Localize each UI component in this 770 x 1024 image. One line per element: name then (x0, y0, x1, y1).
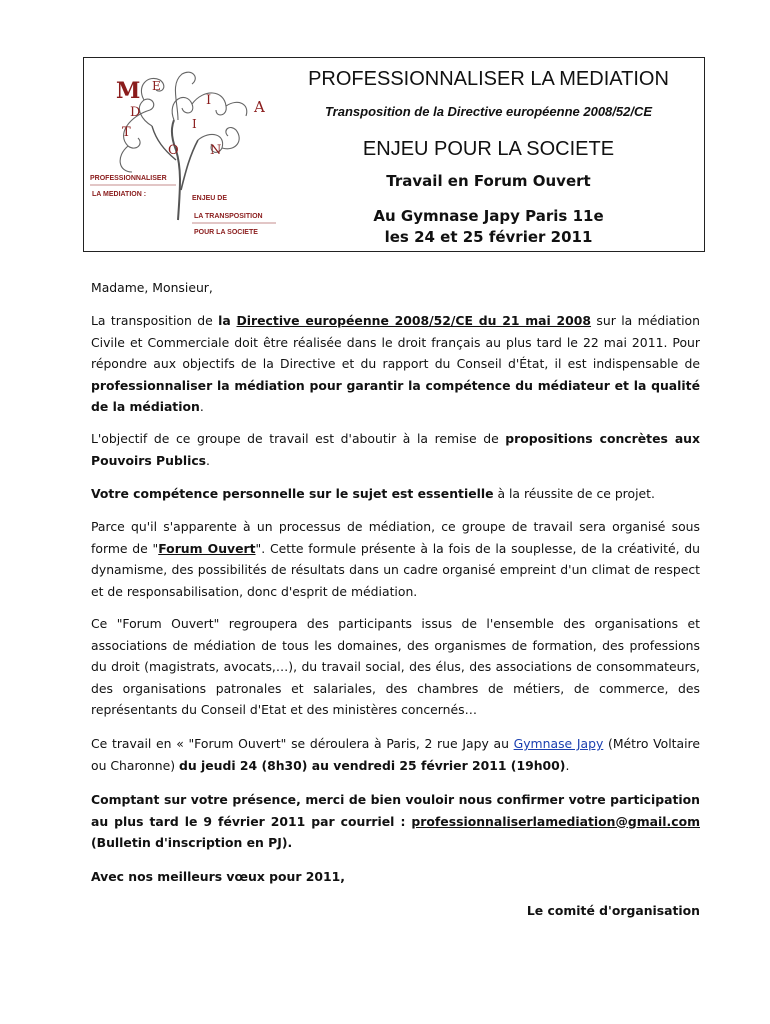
paragraph-7: Comptant sur votre présence, merci de bien vouloir nous confirmer votre participation au plus tard le 9 février 2011 par courriel : professionnaliserlamediation@gmail.com (Bulletin d'inscription en PJ). (91, 792, 700, 851)
event-place: Au Gymnase Japy Paris 11e (373, 207, 604, 225)
subtitle: Transposition de la Directive européenne 2008/52/CE (324, 104, 653, 119)
gymnase-japy-link[interactable]: Gymnase Japy (513, 736, 604, 751)
signature (91, 900, 700, 922)
logo-text-1: PROFESSIONNALISER (90, 175, 167, 182)
paragraph-3: Votre compétence personnelle sur le sujet est essentielle à la réussite de ce projet. (91, 486, 655, 501)
paragraph-2: L'objectif de ce groupe de travail est d'aboutir à la remise de propositions concrètes aux Pouvoirs Publics. (91, 431, 700, 468)
logo-letter-t: T (122, 125, 131, 140)
greeting (91, 277, 700, 299)
logo-letter-i2: I (192, 117, 197, 131)
logo-letter-n: N (210, 143, 222, 158)
paragraph-1: La transposition de la Directive européenne 2008/52/CE du 21 mai 2008 sur la médiation Civile et Commerciale doit être réalisée dans le droit français au plus tard le 22 mai 2011. Pour répondre aux objectifs de la Directive et du rapport du Conseil d'État, il est indispensable de professionnaliser la médiation pour garantir la compétence du médiateur et la qualité de la médiation. (91, 313, 700, 415)
logo-letter-i: I (206, 93, 212, 108)
paragraph-5: Ce "Forum Ouvert" regroupera des participants issus de l'ensemble des organisations et associations de médiation de tous les domaines, des organismes de formation, des professions du droit (magistrats, avocats,…), du travail social, des élus, des associations de consommateurs, des organisations patronales et salariales, des chambres de métiers, de commerce, des représentants du Conseil d'Etat et des ministères concernés… (91, 616, 700, 718)
logo-text-3: ENJEU DE (192, 195, 228, 202)
logo-letter-m: M (116, 78, 141, 104)
main-title: PROFESSIONNALISER LA MEDIATION (308, 68, 669, 90)
paragraph-4: Parce qu'il s'apparente à un processus de médiation, ce groupe de travail sera organisé sous forme de "Forum Ouvert". Cette formule présente à la fois de la souplesse, de la créativité, du dynamisme, des possibilités de résultats dans un cadre organisé empreint d'un climat de respect et de responsabilisation, donc d'esprit de médiation. (91, 519, 701, 599)
directive-ref: Directive européenne 2008/52/CE du 21 mai 2008 (236, 313, 592, 328)
header-box (83, 57, 705, 252)
forum-title: Travail en Forum Ouvert (386, 172, 591, 190)
logo-letter-o: O (168, 143, 179, 158)
paragraph-8: Avec nos meilleurs vœux pour 2011, (91, 869, 345, 884)
forum-ouvert-ref: Forum Ouvert (158, 540, 256, 556)
event-info (277, 206, 700, 248)
paragraph-6: Ce travail en « "Forum Ouvert" se déroulera à Paris, 2 rue Japy au Gymnase Japy (Métro Voltaire ou Charonne) du jeudi 24 (8h30) au vendredi 25 février 2011 (19h00). (91, 736, 700, 773)
signature-text: Le comité d'organisation (526, 903, 700, 918)
enjeu-title: ENJEU POUR LA SOCIETE (362, 138, 615, 160)
logo-text-2: LA MEDIATION : (92, 191, 147, 198)
contact-email[interactable]: professionnaliserlamediation@gmail.com (411, 813, 700, 829)
logo-letter-d: D (130, 105, 141, 120)
key-goal: professionnaliser la médiation pour garantir la compétence du médiateur et la qualité de la médiation (91, 377, 700, 415)
logo-text-5: POUR LA SOCIETE (194, 229, 258, 236)
tree-logo (86, 60, 282, 248)
logo-text-4: LA TRANSPOSITION (194, 213, 263, 220)
logo-letter-e: E (152, 79, 161, 93)
greeting-text: Madame, Monsieur, (91, 280, 213, 295)
logo-letter-a: A (254, 98, 265, 116)
event-dates: les 24 et 25 février 2011 (384, 228, 593, 246)
